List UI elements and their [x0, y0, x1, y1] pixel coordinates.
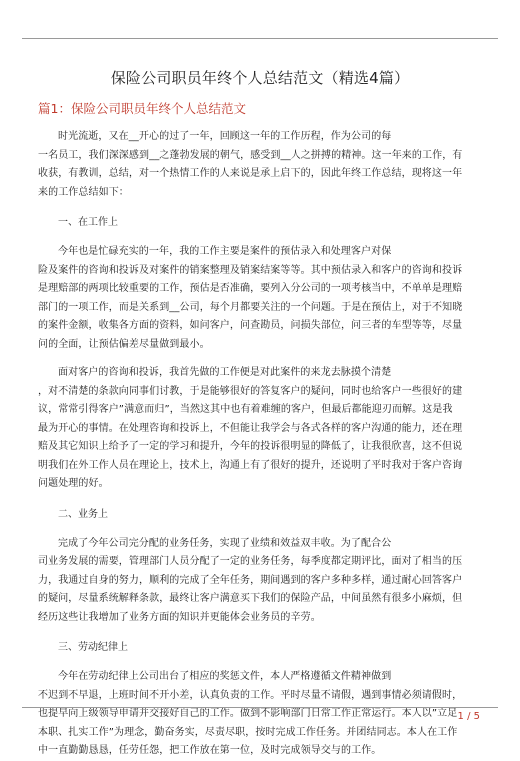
section-heading: 一、在工作上	[58, 217, 118, 228]
section-heading: 三、劳动纪律上	[58, 642, 128, 653]
text-line: 经历这些让我增加了业务方面的知识并更能体会业务员的辛劳。	[38, 611, 321, 623]
text-line: 完成了今年公司完分配的业务任务，实现了业绩和效益双丰收。为了配合公	[58, 537, 392, 549]
text-line: ，对不清楚的条款向同事们讨教，于是能够很好的答复客户的疑问，同时也给客户一些很好的建	[38, 385, 463, 397]
text-line: 问的全面，让预估偏差尽量做到最小。	[38, 338, 210, 350]
section2-paragraph	[38, 535, 482, 628]
section1-paragraph1	[38, 243, 482, 354]
text-line: 不迟到不早退，上班时间不开小差，认真负责的工作。平时尽量不请假，遇到事情必须请假时，	[38, 689, 463, 701]
text-line: 赔及其它知识上给予了一定的学习和提升，今年的投诉很明显的降低了，让我很欣喜，这不但说	[38, 441, 463, 452]
document-title: 保险公司职员年终个人总结范文（精选4篇）	[110, 69, 410, 87]
page-indicator: 1 / 5	[457, 711, 480, 722]
document-body	[38, 128, 482, 761]
text-line: 司业务发展的需要，管理部门人员分配了一定的业务任务，每季度都定期评比，面对了相当的压	[38, 556, 463, 567]
text-line: 也提早向上级领导申请并交接好自己的工作。做到不影响部门日常工作正常运行。本人以”立足	[38, 708, 458, 719]
section1-paragraph2	[38, 364, 482, 494]
text-line: 今年在劳动纪律上公司出台了相应的奖惩文件，本人严格遵循文件精神做到	[58, 671, 392, 682]
text-line: 力，我通过自身的努力，顺利的完成了全年任务，期间遇到的客户多种多样，通过耐心回答客户	[38, 574, 463, 586]
text-line: 险及案件的咨询和投诉及对案件的销案整理及销案结案等等。其中预估录入和客户的咨询和投诉	[38, 264, 463, 276]
text-line: 问题处理的好。	[38, 478, 109, 489]
text-line: 明我们在外工作人员在理论上，技术上，沟通上有了很好的提升，还说明了平时我对于客户咨询	[38, 459, 463, 471]
text-line: 收获，有教训，总结，对一个热情工作的人来说是承上启下的，因此年终工作总结，现将这一年	[38, 168, 463, 179]
text-line: 中一直勤勤恳恳，任劳任怨，把工作放在第一位，及时完成领导交与的工作。	[38, 745, 382, 756]
chapter-heading: 篇1：保险公司职员年终个人总结范文	[38, 101, 246, 116]
text-line: 面对客户的咨询和投诉，我首先做的工作便是对此案件的来龙去脉摸个清楚	[58, 367, 392, 378]
text-line: 的疑问，尽量系统解释条款，最终让客户满意买下我们的保险产品，中间虽然有很多小麻烦，但	[38, 593, 463, 604]
text-line: 的案件金额，收集各方面的资料，如问客户，问查勘员，问损失部位，问三者的车型等等，尽量	[38, 320, 463, 331]
text-line: 本职、扎实工作”为理念，勤奋务实，尽责尽职，按时完成工作任务。并团结同志。本人在工作	[38, 726, 458, 738]
text-line: 来的工作总结如下：	[38, 186, 129, 198]
section3-paragraph	[38, 668, 482, 761]
text-line: 部门的一项工作，而是关系到__公司，每个月都要关注的一个问题。于是在预估上，对于不知晓	[38, 301, 463, 313]
text-line: 一名员工，我们深深感到__之蓬勃发展的朝气，感受到__人之拼搏的精神。这一年来的工作，有	[38, 149, 463, 161]
section-heading: 二、业务上	[58, 508, 108, 520]
text-line: 是理赔部的两项比较重要的工作，预估是否准确，要列入分公司的一项考核当中，不单单是理赔	[38, 283, 463, 294]
intro-paragraph	[38, 128, 482, 202]
top-rule	[22, 38, 498, 39]
text-line: 议，常常引得客户”满意而归”，当然这其中也有着难缠的客户，但最后都能迎刃而解。这是我	[38, 404, 453, 415]
text-line: 时光流逝，又在__开心的过了一年，回顾这一年的工作历程，作为公司的每	[58, 131, 392, 142]
bottom-rule	[22, 707, 498, 708]
text-line: 今年也是忙碌充实的一年，我的工作主要是案件的预估录入和处理客户对保	[58, 246, 392, 257]
text-line: 最为开心的事情。在处理咨询和投诉上，不但能让我学会与各式各样的客户沟通的能力，还在理	[38, 422, 463, 434]
